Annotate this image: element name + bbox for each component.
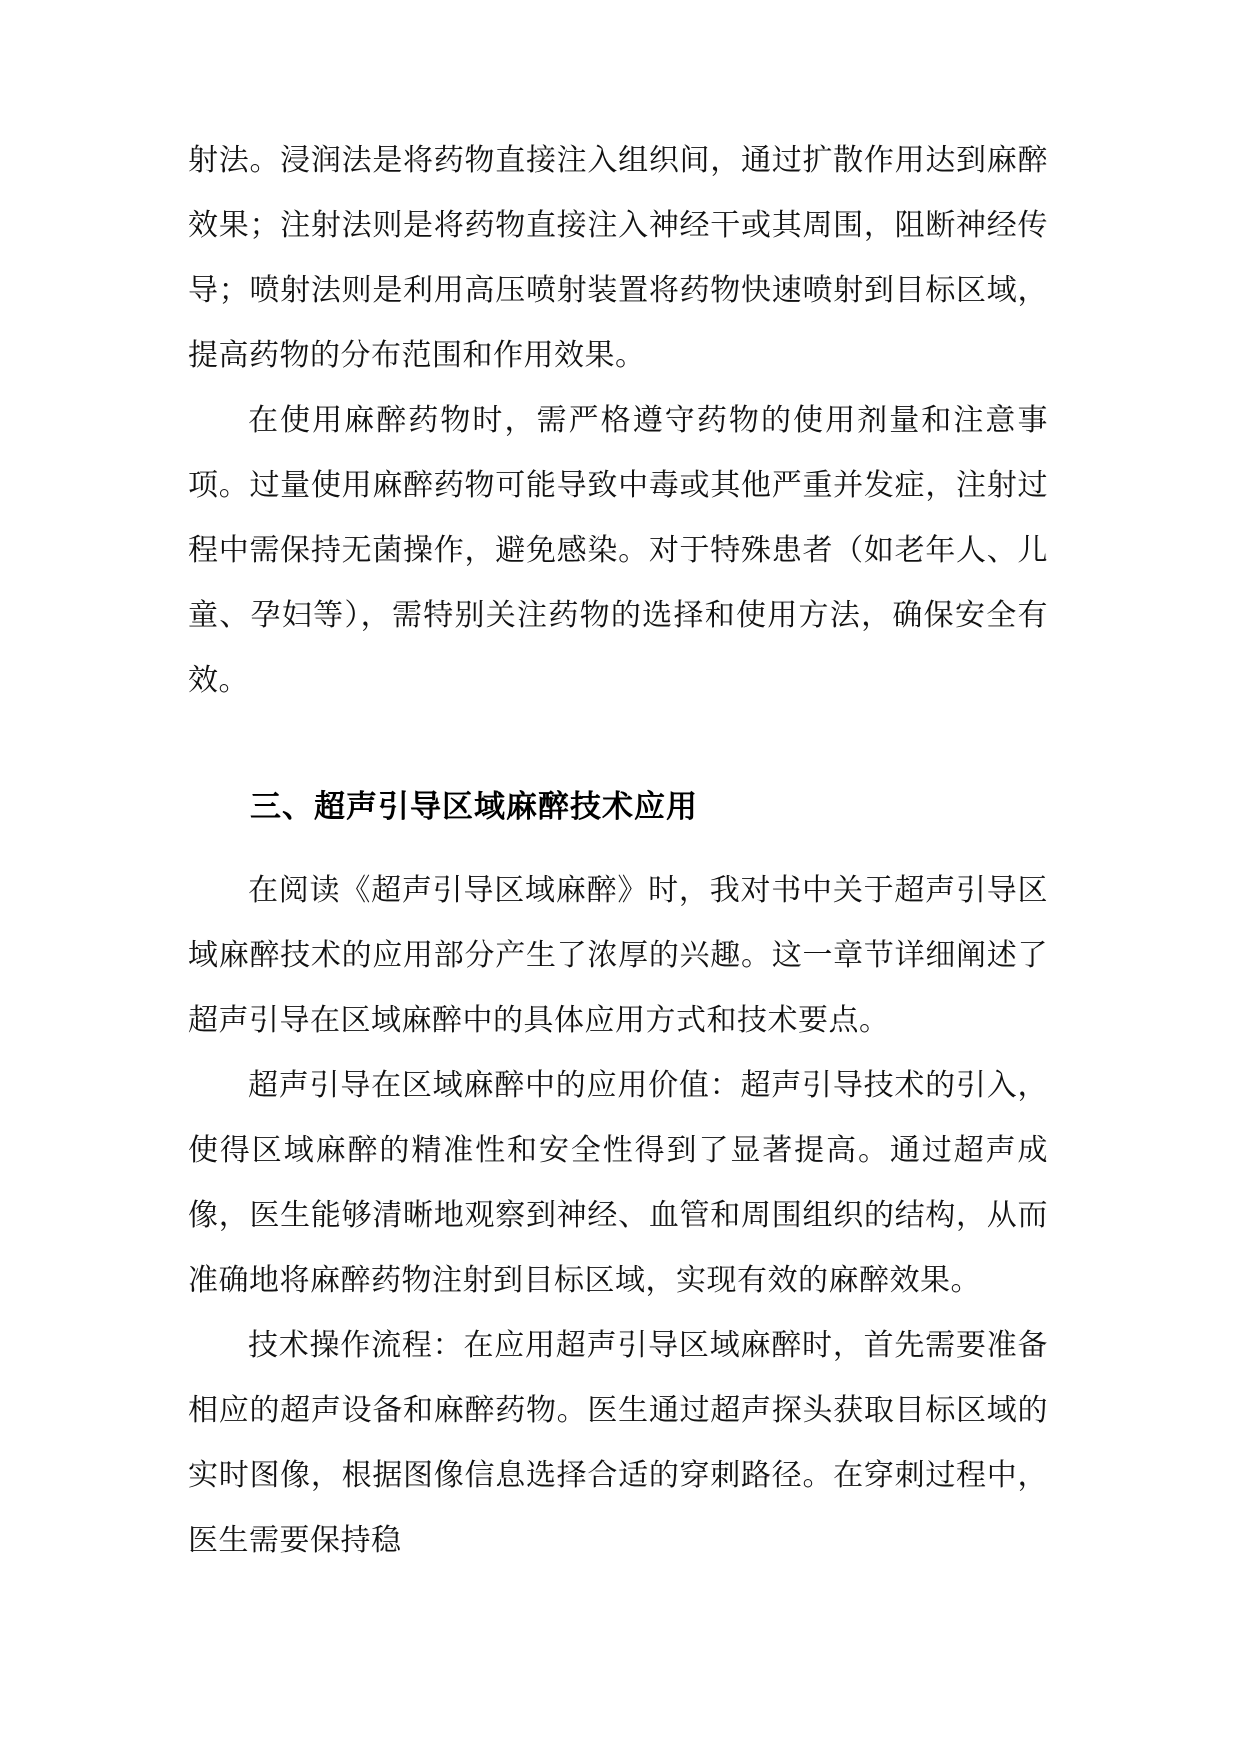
paragraph-drug-precautions: 在使用麻醉药物时，需严格遵守药物的使用剂量和注意事项。过量使用麻醉药物可能导致中毒或其他严重并发症，注射过程中需保持无菌操作，避免感染。对于特殊患者（如老年人、儿童、孕妇等），需特别关注药物的选择和使用方法，确保安全有效。 bbox=[188, 403, 1048, 698]
section-heading: 三、超声引导区域麻醉技术应用 bbox=[250, 789, 698, 825]
paragraph-infiltration-methods: 射法。浸润法是将药物直接注入组织间，通过扩散作用达到麻醉效果；注射法则是将药物直接注入神经干或其周围，阻断神经传导；喷射法则是利用高压喷射装置将药物快速喷射到目标区域，提高药物的分布范围和作用效果。 bbox=[188, 143, 1048, 373]
paragraph-application-value: 超声引导在区域麻醉中的应用价值：超声引导技术的引入，使得区域麻醉的精准性和安全性得到了显著提高。通过超声成像，医生能够清晰地观察到神经、血管和周围组织的结构，从而准确地将麻醉药物注射到目标区域，实现有效的麻醉效果。 bbox=[188, 1068, 1048, 1298]
paragraph-operation-process: 技术操作流程：在应用超声引导区域麻醉时，首先需要准备相应的超声设备和麻醉药物。医生通过超声探头获取目标区域的实时图像，根据图像信息选择合适的穿刺路径。在穿刺过程中，医生需要保持稳 bbox=[188, 1328, 1048, 1558]
paragraph-reading-intro: 在阅读《超声引导区域麻醉》时，我对书中关于超声引导区域麻醉技术的应用部分产生了浓厚的兴趣。这一章节详细阐述了超声引导在区域麻醉中的具体应用方式和技术要点。 bbox=[188, 873, 1048, 1038]
